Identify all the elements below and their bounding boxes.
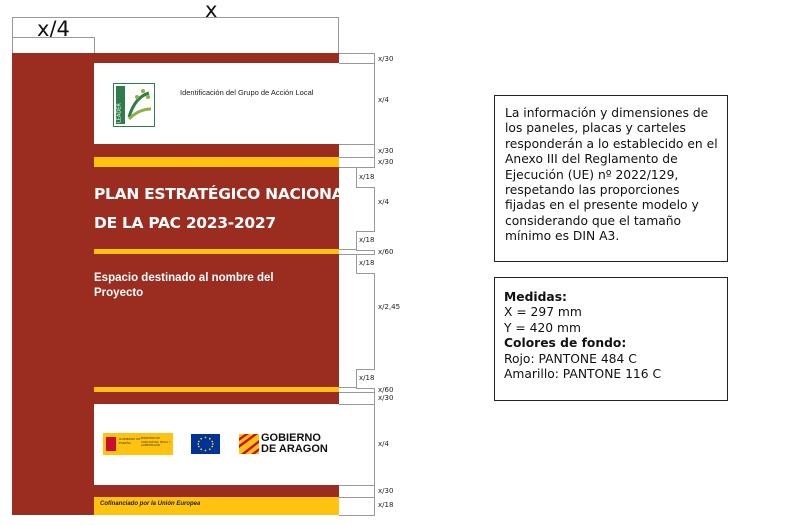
dimension-axis-right xyxy=(374,53,375,515)
dim-label-footer: x/18 xyxy=(378,501,394,509)
dim-tick xyxy=(339,53,375,54)
dim-label-gap1: x/30 xyxy=(378,147,394,155)
measures-heading: Medidas: xyxy=(504,290,567,304)
dim-tick xyxy=(339,144,375,145)
logos-panel xyxy=(94,404,339,485)
footer-text: Cofinanciado por la Unión Europea xyxy=(100,501,201,507)
dim-tick xyxy=(339,485,375,486)
group-id-text: Identificación del Grupo de Acción Local xyxy=(180,88,314,97)
dimension-x-left-tick xyxy=(12,17,13,53)
eu-flag-icon xyxy=(191,434,220,454)
measures-box xyxy=(494,277,728,401)
project-name-placeholder: Espacio destinado al nombre del Proyecto xyxy=(94,272,274,299)
ministry-logo-subtext: MINISTERIO DE AGRICULTURA, PESCA Y ALIMENTACIÓN xyxy=(141,437,171,447)
dim-tick xyxy=(339,404,375,405)
colors-heading: Colores de fondo: xyxy=(504,336,627,351)
dim-tick xyxy=(339,515,375,516)
dim-label-top-margin: x/30 xyxy=(378,55,394,63)
dim-label-yellow2: x/60 xyxy=(378,248,394,256)
dim-tick xyxy=(339,392,375,393)
gobierno-aragon-logo-line1: GOBIERNO xyxy=(261,432,321,444)
yellow-band-lower-thin xyxy=(94,387,339,392)
measure-x: X = 297 mm xyxy=(504,305,582,320)
gobierno-aragon-logo-line2: DE ARAGON xyxy=(261,443,328,455)
dim-tick xyxy=(339,497,375,498)
dimension-x4-label: x/4 xyxy=(37,17,70,41)
dim-tick xyxy=(339,157,375,158)
leader-logo-text: LEADER xyxy=(116,103,123,123)
inner-dim-box-2 xyxy=(356,231,375,251)
ministry-logo xyxy=(103,433,173,455)
dimension-x-line xyxy=(12,17,339,18)
dimension-x4-line xyxy=(12,37,94,38)
yellow-band-upper-thin xyxy=(94,249,339,254)
dim-label-title: x/4 xyxy=(378,198,389,206)
inner-dim-box-1 xyxy=(356,167,375,188)
dim-label-group-panel: x/4 xyxy=(378,96,389,104)
dimension-x4-right-tick xyxy=(94,37,95,53)
yellow-band-top xyxy=(94,157,339,167)
dim-label-yellow3: x/60 xyxy=(378,386,394,394)
color-yellow: Amarillo: PANTONE 116 C xyxy=(504,367,662,382)
inner-dim-label-1: x/18 xyxy=(359,173,375,181)
poster-title-line1: PLAN ESTRATÉGICO NACIONAL xyxy=(94,185,353,203)
dim-label-yellow1: x/30 xyxy=(378,158,394,166)
regulation-info-box xyxy=(494,95,728,262)
inner-dim-box-4 xyxy=(356,369,375,389)
inner-dim-box-3 xyxy=(356,254,375,274)
inner-dim-label-2: x/18 xyxy=(359,236,375,244)
dim-label-project: x/2,45 xyxy=(378,303,401,311)
dimension-x-right-tick xyxy=(338,17,339,53)
inner-dim-label-4: x/18 xyxy=(359,374,375,382)
dim-label-gap3: x/30 xyxy=(378,487,394,495)
regulation-info-text: La información y dimensiones de los paneles, placas y carteles responderán a lo establecido en el Anexo III del Reglamento de Ejecución (UE) nº 2022/129, respetando las proporciones fijadas en el presente modelo y considerando que el tamaño mínimo es DIN A3. xyxy=(505,106,718,244)
poster-title-line2: DE LA PAC 2023-2027 xyxy=(94,214,276,232)
dim-label-logos-panel: x/4 xyxy=(378,440,389,448)
leader-logo xyxy=(113,83,155,127)
dimension-x-label: x xyxy=(205,0,218,22)
spain-coat-icon xyxy=(106,437,116,451)
dim-tick xyxy=(339,63,375,64)
footer-band xyxy=(94,497,339,515)
group-id-panel xyxy=(94,63,339,144)
measure-y: Y = 420 mm xyxy=(504,320,581,335)
ministry-logo-text: GOBIERNO DE ESPAÑA xyxy=(119,437,141,445)
inner-dim-label-3: x/18 xyxy=(359,259,375,267)
aragon-stripes-icon xyxy=(239,434,259,454)
dim-label-gap2: x/30 xyxy=(378,394,394,402)
color-red: Rojo: PANTONE 484 C xyxy=(504,351,637,366)
